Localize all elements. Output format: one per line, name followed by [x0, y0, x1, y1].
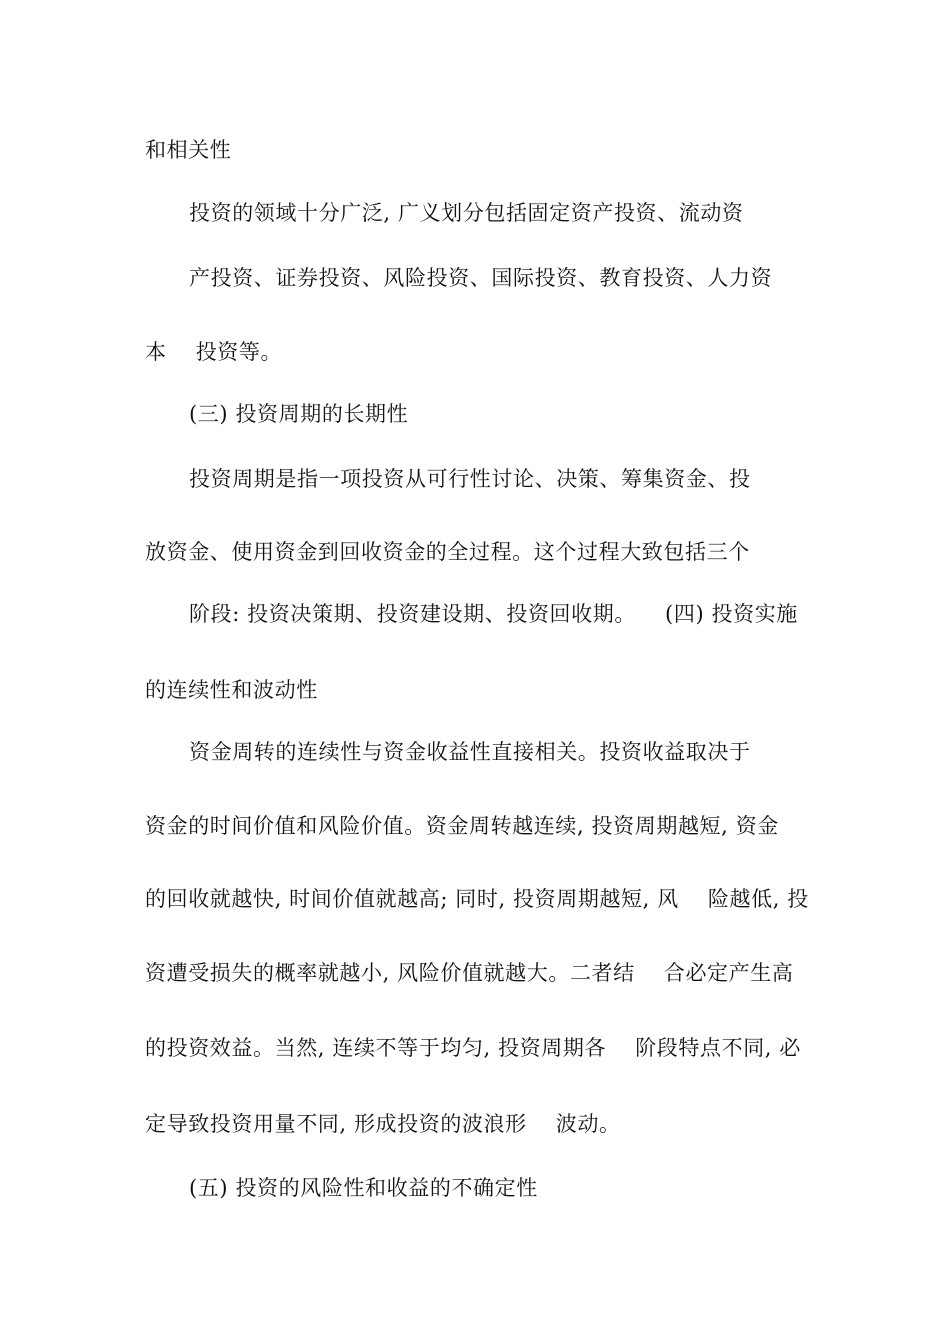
text-line: 产投资、证券投资、风险投资、国际投资、教育投资、人力资 — [189, 266, 773, 290]
text-line: 和相关性 — [145, 138, 232, 162]
text-line: 的连续性和波动性 — [145, 678, 318, 702]
paragraph-first-line: 资金周转的连续性与资金收益性直接相关。投资收益取决于 — [189, 740, 751, 764]
section-heading: (五) 投资的风险性和收益的不确定性 — [189, 1176, 538, 1200]
text-line: 的投资效益。当然, 连续不等于均匀, 投资周期各 阶段特点不同, 必 — [145, 1036, 801, 1060]
text-line: 定导致投资用量不同, 形成投资的波浪形 波动。 — [145, 1112, 621, 1136]
text-line: 放资金、使用资金到回收资金的全过程。这个过程大致包括三个 — [145, 540, 750, 564]
text-line: 本 投资等。 — [145, 340, 283, 364]
text-line: 资金的时间价值和风险价值。资金周转越连续, 投资周期越短, 资金 — [145, 814, 779, 838]
text-line: 资遭受损失的概率就越小, 风险价值就越大。二者结 合必定产生高 — [145, 961, 794, 985]
paragraph-first-line: 投资的领域十分广泛, 广义划分包括固定资产投资、流动资 — [189, 201, 744, 225]
text-line: 的回收就越快, 时间价值就越高; 同时, 投资周期越短, 风 险越低, 投 — [145, 887, 809, 911]
paragraph-first-line: 投资周期是指一项投资从可行性讨论、决策、筹集资金、投 — [189, 467, 751, 491]
text-line: 阶段: 投资决策期、投资建设期、投资回收期。 (四) 投资实施 — [189, 602, 798, 626]
section-heading: (三) 投资周期的长期性 — [189, 402, 409, 426]
